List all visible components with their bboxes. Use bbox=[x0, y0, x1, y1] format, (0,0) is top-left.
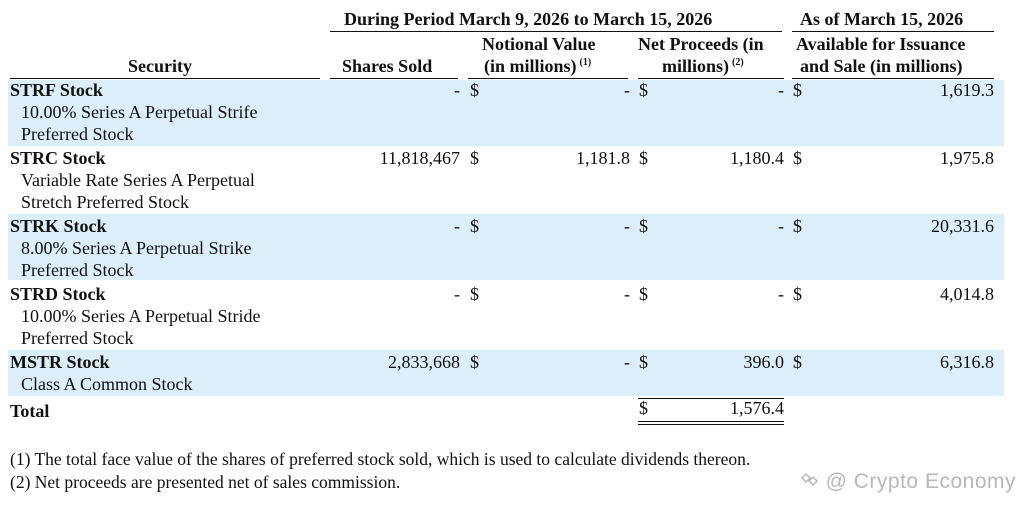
currency-symbol: $ bbox=[793, 148, 802, 168]
col-header-security: Security bbox=[128, 56, 192, 76]
asof-group-rule bbox=[792, 31, 994, 32]
security-name: STRC Stock bbox=[10, 148, 106, 168]
currency-symbol: $ bbox=[639, 148, 648, 168]
security-description: 8.00% Series A Perpetual Strike bbox=[21, 238, 252, 258]
security-description: Class A Common Stock bbox=[21, 374, 193, 394]
security-description: Preferred Stock bbox=[21, 124, 134, 144]
notional-value: - bbox=[624, 284, 630, 304]
currency-symbol: $ bbox=[793, 352, 802, 372]
notional-header-rule bbox=[468, 78, 628, 79]
notional-value: 1,181.8 bbox=[576, 148, 630, 168]
net-proceeds-value: 396.0 bbox=[743, 352, 784, 372]
shares-sold-value: 2,833,668 bbox=[388, 352, 460, 372]
currency-symbol: $ bbox=[639, 80, 648, 100]
footnote-ref-2: (2) bbox=[732, 57, 744, 68]
currency-symbol: $ bbox=[793, 284, 802, 304]
currency-symbol: $ bbox=[639, 398, 648, 418]
security-name: MSTR Stock bbox=[10, 352, 110, 372]
notional-value: - bbox=[624, 352, 630, 372]
shares-sold-value: - bbox=[454, 284, 460, 304]
notional-value: - bbox=[624, 80, 630, 100]
col-header-notional-2: (in millions) $^{(1)}$ bbox=[484, 56, 592, 76]
security-description: Variable Rate Series A Perpetual bbox=[21, 170, 255, 190]
col-header-proceeds-1: Net Proceeds (in bbox=[638, 34, 764, 54]
col-header-available-1: Available for Issuance bbox=[796, 34, 966, 54]
footnote-1: (1) The total face value of the shares of preferred stock sold, which is used to calculate dividends thereon. bbox=[10, 449, 751, 469]
col-header-available-2: and Sale (in millions) bbox=[800, 56, 963, 76]
shares-sold-value: 11,818,467 bbox=[379, 148, 460, 168]
security-name: STRK Stock bbox=[10, 216, 107, 236]
period-group-header: During Period March 9, 2026 to March 15, 2026 bbox=[344, 9, 713, 29]
period-group-rule bbox=[330, 31, 782, 32]
currency-symbol: $ bbox=[639, 352, 648, 372]
total-proceeds-value: 1,576.4 bbox=[730, 398, 784, 418]
shares-header-rule bbox=[330, 78, 458, 79]
col-header-proceeds-2: millions) $^{(2)}$ bbox=[662, 56, 744, 76]
watermark-text: @ Crypto Economy bbox=[825, 470, 1016, 493]
col-header-notional-1: Notional Value bbox=[482, 34, 596, 54]
security-header-rule bbox=[10, 78, 320, 79]
security-description: 10.00% Series A Perpetual Stride bbox=[21, 306, 261, 326]
asof-group-header: As of March 15, 2026 bbox=[800, 9, 964, 29]
security-description: 10.00% Series A Perpetual Strife bbox=[21, 102, 258, 122]
available-value: 1,975.8 bbox=[940, 148, 994, 168]
currency-symbol: $ bbox=[470, 80, 479, 100]
col-header-shares-sold: Shares Sold bbox=[342, 56, 433, 76]
security-name: STRD Stock bbox=[10, 284, 106, 304]
net-proceeds-value: - bbox=[778, 284, 784, 304]
available-value: 20,331.6 bbox=[931, 216, 994, 236]
currency-symbol: $ bbox=[470, 216, 479, 236]
net-proceeds-value: 1,180.4 bbox=[730, 148, 784, 168]
security-description: Preferred Stock bbox=[21, 328, 134, 348]
currency-symbol: $ bbox=[470, 284, 479, 304]
currency-symbol: $ bbox=[639, 216, 648, 236]
total-label: Total bbox=[10, 401, 50, 421]
watermark-logo-icon bbox=[798, 472, 824, 490]
currency-symbol: $ bbox=[639, 284, 648, 304]
total-double-rule-1 bbox=[638, 421, 784, 422]
security-description: Stretch Preferred Stock bbox=[21, 192, 189, 212]
footnote-2: (2) Net proceeds are presented net of sales commission. bbox=[10, 472, 401, 492]
available-value: 6,316.8 bbox=[940, 352, 994, 372]
security-name: STRF Stock bbox=[10, 80, 103, 100]
net-proceeds-value: - bbox=[778, 216, 784, 236]
currency-symbol: $ bbox=[793, 80, 802, 100]
notional-value: - bbox=[624, 216, 630, 236]
currency-symbol: $ bbox=[470, 352, 479, 372]
footnote-ref-1: (1) bbox=[579, 57, 592, 68]
total-double-rule-2 bbox=[638, 424, 784, 425]
currency-symbol: $ bbox=[793, 216, 802, 236]
shares-sold-value: - bbox=[454, 80, 460, 100]
security-description: Preferred Stock bbox=[21, 260, 134, 280]
shares-sold-value: - bbox=[454, 216, 460, 236]
watermark bbox=[798, 470, 1016, 494]
proceeds-header-rule bbox=[638, 78, 784, 79]
available-header-rule bbox=[792, 78, 994, 79]
available-value: 1,619.3 bbox=[940, 80, 994, 100]
available-value: 4,014.8 bbox=[940, 284, 994, 304]
currency-symbol: $ bbox=[470, 148, 479, 168]
net-proceeds-value: - bbox=[778, 80, 784, 100]
